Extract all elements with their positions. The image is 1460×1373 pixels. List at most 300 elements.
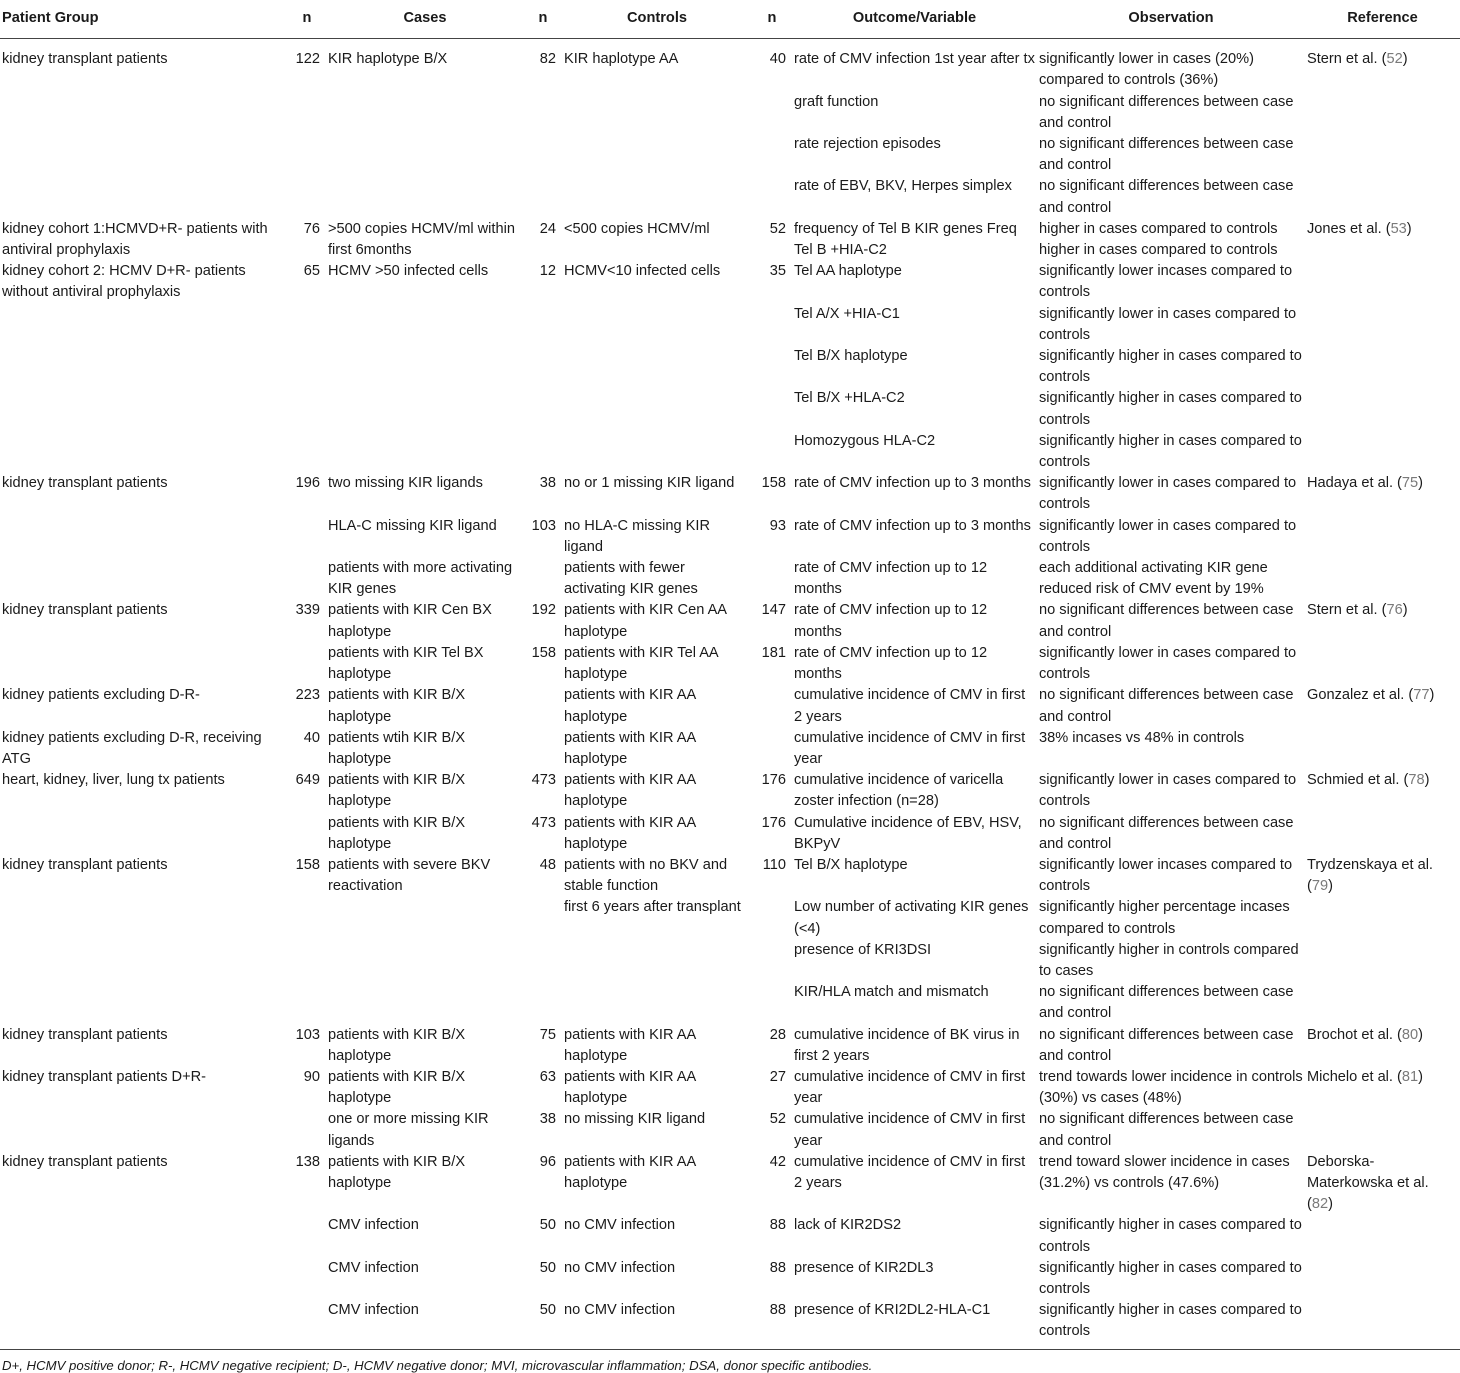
cell-observation: significantly lower in cases compared to controls (1039, 772, 1297, 810)
cell-patient-group: kidney cohort 2: HCMV D+R- patients without antiviral prophylaxis (2, 263, 246, 301)
cell-patient-group (0, 134, 288, 176)
cell-n-cases: 63 (539, 1068, 556, 1085)
cell-n-controls: 35 (769, 263, 786, 280)
cell-n-total: 103 (295, 1026, 320, 1043)
table-row (0, 897, 1460, 939)
cell-outcome: rate of CMV infection 1st year after tx (794, 51, 1035, 68)
cell-cases (326, 940, 524, 982)
cell-patient-group: kidney transplant patients (2, 1153, 168, 1170)
cell-observation: significantly higher in cases compared to controls (1039, 1259, 1302, 1297)
cell-n-total (288, 516, 326, 558)
cell-patient-group (0, 897, 288, 939)
reference-close: ) (1328, 1196, 1333, 1213)
cell-observation: significantly lower in cases (20%) compared to controls (36%) (1039, 51, 1254, 89)
cell-outcome: Tel A/X +HIA-C1 (794, 305, 900, 322)
header-patient-group: Patient Group (0, 0, 288, 39)
cell-n-cases: 82 (539, 51, 556, 68)
cell-n-total (288, 134, 326, 176)
table-row (0, 940, 1460, 982)
cell-controls: patients with KIR AA haplotype (564, 1068, 696, 1107)
cell-observation: significantly lower in cases compared to controls (1039, 305, 1297, 343)
cell-controls (562, 134, 752, 176)
cell-controls: no CMV infection (564, 1217, 676, 1234)
cell-reference (1305, 92, 1460, 134)
cell-reference (1305, 1215, 1460, 1257)
cell-patient-group: kidney transplant patients (2, 1026, 168, 1043)
cell-cases: patients with severe BKV reactivation (328, 856, 491, 895)
cell-n-total: 649 (295, 772, 320, 789)
cell-n-cases: 473 (531, 772, 556, 789)
table-row (0, 431, 1460, 473)
cell-n-controls (752, 134, 792, 176)
cell-outcome: cumulative incidence of BK virus in first 2 years (794, 1026, 1020, 1064)
cell-reference (1305, 1025, 1460, 1067)
table-row (0, 558, 1460, 600)
cell-n-controls (752, 940, 792, 982)
cell-reference (1305, 473, 1460, 515)
cell-controls: patients with KIR Tel AA haplotype (564, 644, 718, 683)
cell-reference (1305, 516, 1460, 558)
cell-observation: significantly higher in cases compared to controls (1039, 1217, 1302, 1255)
cell-observation: each additional activating KIR gene reduced risk of CMV event by 19% (1039, 560, 1268, 598)
reference-author: Gonzalez et al. ( (1307, 687, 1414, 704)
header-row (0, 0, 1460, 39)
cell-n-cases (524, 388, 562, 430)
cell-n-total: 223 (295, 687, 320, 704)
cell-outcome: graft function (794, 93, 879, 110)
cell-patient-group (0, 982, 288, 1024)
cell-n-cases: 192 (531, 602, 556, 619)
cell-outcome: rate of CMV infection up to 3 months (794, 517, 1031, 534)
cell-controls: no HLA-C missing KIR ligand (564, 517, 710, 555)
cell-n-total: 158 (295, 856, 320, 873)
table-row (0, 1109, 1460, 1151)
cell-patient-group (0, 813, 288, 855)
reference-close: ) (1402, 602, 1408, 619)
cell-outcome: cumulative incidence of CMV in first year (794, 729, 1026, 767)
cell-n-cases (524, 431, 562, 473)
cell-controls: no CMV infection (564, 1259, 676, 1276)
cell-n-total (288, 1109, 326, 1151)
cell-outcome: rate of CMV infection up to 12 months (794, 560, 988, 598)
cell-n-cases (524, 685, 562, 727)
cell-outcome: presence of KRI2DL2-HLA-C1 (794, 1302, 991, 1319)
cell-controls: HCMV<10 infected cells (564, 263, 721, 280)
cell-patient-group (0, 516, 288, 558)
reference-link[interactable]: 76 (1386, 602, 1403, 619)
table-row (0, 855, 1460, 897)
cell-outcome: lack of KIR2DS2 (794, 1217, 902, 1234)
cell-outcome: Cumulative incidence of EBV, HSV, BKPyV (794, 814, 1022, 852)
reference-author: Hadaya et al. ( (1307, 475, 1402, 492)
cell-outcome: Tel AA haplotype (794, 263, 902, 280)
cell-cases: CMV infection (328, 1217, 419, 1234)
cell-controls (562, 982, 752, 1024)
cell-controls (562, 304, 752, 346)
cell-patient-group (0, 388, 288, 430)
cell-n-total (288, 92, 326, 134)
cell-controls (562, 346, 752, 388)
cell-n-controls (752, 897, 792, 939)
cell-cases: patients wtih KIR B/X haplotype (328, 729, 466, 767)
reference-link[interactable]: 77 (1413, 687, 1430, 704)
cell-controls: patients with no BKV and stable function (564, 856, 728, 895)
cell-n-cases: 38 (539, 1111, 556, 1128)
table-row (0, 176, 1460, 218)
cell-controls: patients with KIR AA haplotype (564, 1026, 696, 1064)
cell-reference (1305, 1152, 1460, 1216)
cell-reference (1305, 261, 1460, 303)
cell-n-cases (524, 982, 562, 1024)
reference-close: ) (1418, 1068, 1424, 1085)
cell-reference (1305, 1067, 1460, 1109)
cell-n-total (288, 1215, 326, 1257)
cell-n-total: 122 (295, 51, 320, 68)
cell-cases: >500 copies HCMV/ml within first 6months (328, 220, 515, 259)
table-row (0, 304, 1460, 346)
cell-outcome: presence of KIR2DL3 (794, 1259, 934, 1276)
cell-reference (1305, 219, 1460, 261)
cell-patient-group: kidney transplant patients (2, 475, 168, 492)
cell-n-cases: 50 (539, 1259, 556, 1276)
cell-controls: <500 copies HCMV/ml (564, 220, 710, 237)
cell-outcome: Tel B/X +HLA-C2 (794, 390, 905, 407)
cell-n-cases: 103 (531, 517, 556, 534)
cell-n-controls (752, 346, 792, 388)
reference-author: Stern et al. ( (1307, 602, 1387, 619)
cell-cases: HLA-C missing KIR ligand (328, 517, 497, 534)
table-row (0, 728, 1460, 770)
cell-n-controls (752, 431, 792, 473)
cell-outcome: KIR/HLA match and mismatch (794, 984, 989, 1001)
cell-controls: patients with KIR AA haplotype (564, 814, 696, 852)
table-row (0, 1152, 1460, 1216)
table-row (0, 770, 1460, 812)
cell-n-cases: 96 (539, 1153, 556, 1170)
header-outcome: Outcome/Variable (792, 0, 1037, 39)
cell-reference (1305, 176, 1460, 218)
reference-link[interactable]: 81 (1401, 1068, 1419, 1085)
cell-n-controls: 158 (761, 475, 786, 492)
cell-n-cases (524, 92, 562, 134)
cell-observation: significantly lower in cases compared to controls (1039, 644, 1297, 683)
cell-patient-group: kidney transplant patients (2, 51, 168, 68)
header-n-total: n (288, 0, 326, 39)
cell-cases: one or more missing KIR ligands (328, 1111, 489, 1149)
header-n-cases: n (524, 0, 562, 39)
cell-n-total (288, 304, 326, 346)
header-observation: Observation (1037, 0, 1305, 39)
cell-outcome: cumulative incidence of CMV in first year (794, 1111, 1026, 1149)
cell-n-total (288, 388, 326, 430)
cell-n-controls: 27 (769, 1068, 786, 1085)
cell-n-controls: 88 (769, 1217, 786, 1234)
cell-observation: 38% incases vs 48% in controls (1039, 729, 1245, 746)
cell-n-total: 196 (295, 475, 320, 492)
cell-controls: no CMV infection (564, 1302, 676, 1319)
cell-n-total (288, 1300, 326, 1342)
cell-n-controls (752, 176, 792, 218)
cell-observation: significantly lower incases compared to controls (1039, 856, 1293, 895)
cell-patient-group (0, 558, 288, 600)
cell-cases: patients with KIR Tel BX haplotype (328, 644, 484, 683)
table-row (0, 516, 1460, 558)
cell-n-cases (524, 346, 562, 388)
table-row (0, 388, 1460, 430)
cell-cases: patients with KIR B/X haplotype (328, 814, 466, 852)
cell-observation: significantly higher in cases compared to controls (1039, 348, 1302, 386)
cell-n-total: 138 (295, 1153, 320, 1170)
cell-observation: no significant differences between case and control (1039, 178, 1294, 216)
cell-reference (1305, 600, 1460, 642)
cell-controls (562, 388, 752, 430)
cell-cases: patients with KIR B/X haplotype (328, 1026, 466, 1064)
reference-link[interactable]: 80 (1401, 1026, 1419, 1043)
cell-observation: trend towards lower incidence in controls (30%) vs cases (48%) (1039, 1068, 1303, 1107)
cell-n-controls: 181 (761, 644, 786, 661)
cell-n-total (288, 982, 326, 1024)
cell-outcome: Low number of activating KIR genes (<4) (794, 899, 1029, 937)
cell-cases: patients with KIR Cen BX haplotype (328, 602, 492, 640)
cell-controls: patients with KIR AA haplotype (564, 772, 696, 810)
cell-outcome: rate of CMV infection up to 12 months (794, 644, 988, 683)
cell-observation: significantly lower in cases compared to controls (1039, 517, 1297, 555)
cell-cases: patients with KIR B/X haplotype (328, 772, 466, 810)
cell-n-cases: 473 (531, 814, 556, 831)
cell-observation: significantly higher in cases compared to controls (1039, 390, 1302, 428)
cell-reference (1305, 855, 1460, 897)
cell-reference (1305, 431, 1460, 473)
cell-n-total: 90 (303, 1068, 320, 1085)
cell-cases (326, 304, 524, 346)
reference-author: Deborska-Materkowska et al. ( (1307, 1153, 1429, 1213)
cell-reference (1305, 1300, 1460, 1342)
cell-cases: patients with more activating KIR genes (328, 560, 513, 598)
cell-observation: significantly lower in cases compared to controls (1039, 475, 1297, 513)
reference-close: ) (1418, 475, 1424, 492)
cell-n-controls: 52 (769, 220, 786, 237)
cell-outcome: Homozygous HLA-C2 (794, 432, 936, 449)
reference-close: ) (1406, 220, 1412, 237)
cell-controls (562, 940, 752, 982)
cell-patient-group (0, 1258, 288, 1300)
reference-link[interactable]: 78 (1408, 772, 1425, 789)
cell-patient-group (0, 92, 288, 134)
table-row (0, 346, 1460, 388)
cell-n-controls (752, 92, 792, 134)
cell-n-cases: 12 (539, 263, 556, 280)
cell-n-total: 65 (303, 263, 320, 280)
cell-patient-group: kidney patients excluding D-R- (2, 687, 200, 704)
cell-reference (1305, 39, 1460, 92)
reference-author: Brochot et al. ( (1307, 1026, 1402, 1043)
reference-close: ) (1402, 51, 1408, 68)
table-row (0, 219, 1460, 261)
cell-controls: first 6 years after transplant (564, 899, 741, 916)
cell-n-cases: 50 (539, 1217, 556, 1234)
cell-reference (1305, 388, 1460, 430)
table-row (0, 1258, 1460, 1300)
cell-controls: no or 1 missing KIR ligand (564, 475, 735, 492)
cell-observation: significantly higher in cases compared to controls (1039, 432, 1302, 471)
cell-observation: no significant differences between case and control (1039, 814, 1294, 852)
cell-patient-group (0, 346, 288, 388)
cell-reference (1305, 643, 1460, 685)
cell-controls (562, 92, 752, 134)
cell-reference (1305, 728, 1460, 770)
cell-reference (1305, 346, 1460, 388)
cell-n-total (288, 176, 326, 218)
cell-patient-group: kidney patients excluding D-R, receiving ATG (2, 729, 262, 767)
cell-reference (1305, 685, 1460, 727)
reference-author: Stern et al. ( (1307, 51, 1387, 68)
cell-reference (1305, 1258, 1460, 1300)
cell-n-cases: 75 (539, 1026, 556, 1043)
cell-controls (562, 431, 752, 473)
reference-close: ) (1429, 687, 1435, 704)
table-footnote: D+, HCMV positive donor; R-, HCMV negative recipient; D-, HCMV negative donor; MVI, microvascular inflammation; DSA, donor specific antibodies. (0, 1349, 1460, 1373)
cell-patient-group (0, 304, 288, 346)
cell-cases: HCMV >50 infected cells (328, 263, 489, 280)
cell-reference (1305, 813, 1460, 855)
cell-patient-group (0, 1300, 288, 1342)
cell-n-controls: 88 (769, 1302, 786, 1319)
cell-n-cases (524, 176, 562, 218)
reference-link[interactable]: 53 (1390, 220, 1407, 237)
cell-controls: patients with KIR Cen AA haplotype (564, 602, 727, 640)
table-row (0, 1067, 1460, 1109)
cell-n-cases (524, 728, 562, 770)
cell-n-total (288, 940, 326, 982)
cell-cases (326, 388, 524, 430)
cell-n-cases: 24 (539, 220, 556, 237)
cell-patient-group (0, 431, 288, 473)
cell-n-controls (752, 388, 792, 430)
cell-patient-group: kidney transplant patients D+R- (2, 1068, 207, 1085)
cell-n-controls: 93 (769, 517, 786, 534)
cell-patient-group: kidney transplant patients (2, 856, 168, 873)
header-controls: Controls (562, 0, 752, 39)
cell-cases: patients with KIR B/X haplotype (328, 1068, 466, 1107)
cell-n-controls (752, 685, 792, 727)
cell-observation: no significant differences between case and control (1039, 602, 1294, 640)
table-row (0, 261, 1460, 303)
cell-patient-group (0, 1215, 288, 1257)
table-row (0, 1300, 1460, 1342)
cell-cases (326, 176, 524, 218)
cell-cases: KIR haplotype B/X (328, 51, 448, 68)
cell-controls: patients with KIR AA haplotype (564, 729, 696, 767)
cell-cases: CMV infection (328, 1259, 419, 1276)
cell-n-cases (524, 940, 562, 982)
reference-close: ) (1424, 772, 1430, 789)
cell-controls: patients with KIR AA haplotype (564, 687, 696, 725)
cell-n-controls: 88 (769, 1259, 786, 1276)
cell-cases (326, 346, 524, 388)
cell-reference (1305, 897, 1460, 939)
reference-author: Michelo et al. ( (1307, 1068, 1402, 1085)
cell-patient-group (0, 176, 288, 218)
cell-n-controls: 42 (769, 1153, 786, 1170)
cell-n-total (288, 813, 326, 855)
cell-observation: significantly lower incases compared to controls (1039, 263, 1293, 301)
cell-cases: patients with KIR B/X haplotype (328, 687, 466, 725)
cell-outcome: presence of KRI3DSI (794, 941, 932, 958)
cell-patient-group (0, 1109, 288, 1151)
cell-cases: CMV infection (328, 1302, 419, 1319)
cell-n-controls: 40 (769, 51, 786, 68)
cell-observation: no significant differences between case and control (1039, 984, 1294, 1022)
cell-reference (1305, 940, 1460, 982)
cell-reference (1305, 134, 1460, 176)
cell-outcome: rate of CMV infection up to 3 months (794, 475, 1031, 492)
reference-author: Trydzenskaya et al. ( (1307, 856, 1433, 895)
reference-link[interactable]: 82 (1311, 1196, 1329, 1213)
cell-outcome: frequency of Tel B KIR genes Freq Tel B +HIA-C2 (794, 220, 1017, 259)
table-row (0, 1025, 1460, 1067)
cell-n-controls: 147 (761, 602, 786, 619)
reference-author: Jones et al. ( (1307, 220, 1391, 237)
table-row (0, 92, 1460, 134)
cell-controls: patients with fewer activating KIR genes (564, 560, 698, 598)
cell-n-total (288, 897, 326, 939)
cell-controls: KIR haplotype AA (564, 51, 679, 68)
cell-observation: significantly higher in cases compared to controls (1039, 1302, 1302, 1340)
cell-reference (1305, 770, 1460, 812)
cell-outcome: cumulative incidence of CMV in first year (794, 1068, 1026, 1107)
cell-reference (1305, 1109, 1460, 1151)
table-body (0, 39, 1460, 1343)
cell-outcome: Tel B/X haplotype (794, 856, 908, 873)
cell-outcome: cumulative incidence of CMV in first 2 years (794, 1153, 1026, 1191)
cell-n-cases (524, 558, 562, 600)
cell-n-controls: 176 (761, 772, 786, 789)
cell-patient-group: heart, kidney, liver, lung tx patients (2, 772, 225, 789)
cell-n-cases (524, 304, 562, 346)
reference-link[interactable]: 79 (1311, 878, 1329, 895)
reference-link[interactable]: 52 (1386, 51, 1403, 68)
cell-n-total: 339 (295, 602, 320, 619)
cell-n-total (288, 558, 326, 600)
table-row (0, 600, 1460, 642)
cell-cases (326, 92, 524, 134)
cell-patient-group: kidney cohort 1:HCMVD+R- patients with antiviral prophylaxis (2, 220, 268, 259)
cell-reference (1305, 304, 1460, 346)
reference-link[interactable]: 75 (1401, 475, 1419, 492)
cell-n-cases: 48 (539, 856, 556, 873)
cell-observation: no significant differences between case and control (1039, 93, 1294, 131)
header-reference: Reference (1305, 0, 1460, 39)
header-cases: Cases (326, 0, 524, 39)
cell-n-controls: 28 (769, 1026, 786, 1043)
table-row (0, 473, 1460, 515)
cell-observation: higher in cases compared to controls higher in cases compared to controls (1039, 220, 1278, 259)
cell-n-total: 40 (303, 729, 320, 746)
cell-n-controls (752, 304, 792, 346)
cell-n-cases (524, 897, 562, 939)
reference-close: ) (1328, 878, 1333, 895)
cell-cases: two missing KIR ligands (328, 475, 483, 492)
table-row (0, 39, 1460, 92)
cell-observation: significantly higher percentage incases compared to controls (1039, 899, 1290, 937)
cell-reference (1305, 982, 1460, 1024)
cell-outcome: cumulative incidence of CMV in first 2 years (794, 687, 1026, 725)
cell-outcome: rate of EBV, BKV, Herpes simplex (794, 178, 1012, 195)
cell-n-cases: 158 (531, 644, 556, 661)
cell-n-controls: 110 (762, 856, 786, 873)
reference-close: ) (1418, 1026, 1424, 1043)
cell-n-controls (752, 558, 792, 600)
